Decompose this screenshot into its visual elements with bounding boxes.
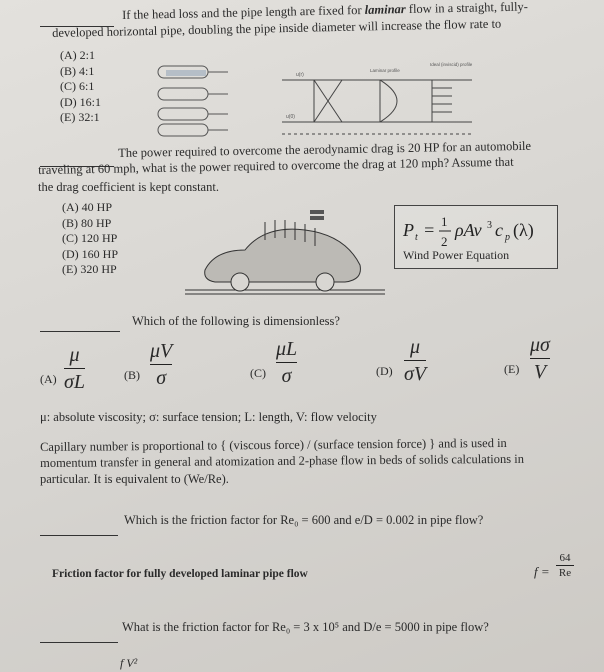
- q1-option-a[interactable]: (A) 2:1: [60, 48, 95, 62]
- wind-power-formula: [399, 210, 559, 250]
- wind-power-equation-box: [394, 205, 558, 269]
- svg-text:p: p: [505, 232, 510, 243]
- q2-line3: the drag coefficient is kept constant.: [38, 180, 219, 194]
- velocity-profile-diagram: [282, 58, 472, 138]
- q3-legend: μ: absolute viscosity; σ: surface tension; L: length, V: flow velocity: [40, 410, 377, 424]
- q4-prompt: Which is the friction factor for Re₀ = 600 and e/D = 0.002 in pipe flow?: [124, 513, 484, 527]
- q1-option-d[interactable]: (D) 16:1: [60, 94, 101, 109]
- q2-option-c[interactable]: (C) 120 HP: [62, 231, 118, 245]
- car-drag-sketch: [185, 210, 385, 300]
- q3-note-line1: Capillary number is proportional to { (viscous force) / (surface tension force) } and is used in: [40, 435, 507, 454]
- q3-note-line3: particular. It is equivalent to (We/Re).: [40, 472, 229, 486]
- svg-text:(λ): (λ): [513, 220, 534, 240]
- u-zero-label: u(0): [286, 114, 295, 120]
- q3-prompt: Which of the following is dimensionless?: [132, 314, 340, 328]
- svg-text:t: t: [415, 232, 418, 243]
- answer-blank-q4[interactable]: [40, 526, 118, 544]
- ideal-profile-label: Ideal (inviscid) profile: [430, 62, 472, 67]
- pipe-sketch-figure: [148, 62, 240, 140]
- svg-text:c: c: [495, 220, 503, 240]
- q2-options: [62, 200, 118, 278]
- laminar-profile-label: Laminar profile: [370, 68, 400, 73]
- svg-text:1: 1: [441, 214, 448, 229]
- q2-line2: traveling at 60 mph, what is the power required to overcome the drag at 120 mph? Assume that: [38, 154, 514, 177]
- q1-option-e[interactable]: (E) 32:1: [60, 110, 100, 124]
- bottom-formula-fragment: f V²: [120, 656, 138, 670]
- svg-text:3: 3: [487, 220, 492, 231]
- q2-option-d[interactable]: (D) 160 HP: [62, 246, 118, 261]
- svg-text:2: 2: [441, 234, 448, 249]
- wind-power-label: Wind Power Equation: [403, 248, 510, 262]
- q4-hint: Friction factor for fully developed laminar pipe flow: [52, 568, 308, 580]
- svg-text:ρAv: ρAv: [455, 220, 482, 240]
- q2-option-b[interactable]: (B) 80 HP: [62, 215, 112, 230]
- q5-prompt: What is the friction factor for Re₀ = 3 x 10⁵ and D/e = 5000 in pipe flow?: [122, 620, 489, 634]
- q1-line2: developed horizontal pipe, doubling the pipe inside diameter will increase the flow rate to: [52, 16, 502, 40]
- q1-line1: If the head loss and the pipe length are fixed for laminar flow in a straight, fully-: [122, 0, 529, 22]
- q1-option-c[interactable]: (C) 6:1: [60, 79, 95, 93]
- svg-text:=: =: [423, 220, 436, 240]
- q1-options: [60, 48, 101, 126]
- q2-option-e[interactable]: (E) 320 HP: [62, 262, 117, 276]
- u-r-label: u(r): [296, 72, 304, 78]
- worksheet-page: If the head loss and the pipe length are fixed for laminar flow in a straight, fully- developed horizontal pipe, doubling the pipe inside diameter will increase the flow rate to (A) 2:1 (B) 4:1 (C) 6:1 (D) 16:1 (E) 32:1 Laminar profile Ideal (inviscid) profile u(r) u(0) The power required to overcome the aerodynamic drag is 20 HP for an automobile traveling at 60 mph, what is the power required to overcome the drag at 120 mph? Assume that the drag coefficient is kept constant. (A) 40 HP (B) 80 HP (C) 120 HP (D) 160 HP (E) 320 HP P t = 1 2 ρAv 3 c p (λ) Wind Power Equation Which of the following is dimensionless? (A) μ σL (B) μV σ (C) μL σ (D) μ σV (E) μσ V μ: absolute viscosity; σ: surface tension; L: length, V: flow velocity Capillary number is proportional to { (viscous force) / (surface tension force) } and is used in momentum transfer in general and atomization and 2-phase flow in beds of solids calculations in particular. It is equivalent to (We/Re). Which is the friction factor for Re₀ = 600 and e/D = 0.002 in pipe flow? Friction factor for fully developed laminar pipe flow f = 64 Re What is the friction factor for Re₀ = 3 x 10⁵ and D/e = 5000 in pipe flow? f V²: [0, 0, 604, 672]
- q1-option-b[interactable]: (B) 4:1: [60, 63, 95, 78]
- answer-blank-q5[interactable]: [40, 633, 118, 651]
- svg-text:P: P: [403, 220, 414, 240]
- q2-option-a[interactable]: (A) 40 HP: [62, 200, 112, 214]
- q2-line1: The power required to overcome the aerodynamic drag is 20 HP for an automobile: [118, 138, 532, 160]
- answer-blank-q3[interactable]: [40, 322, 120, 340]
- q3-options: (A) μ σL (B) μV σ (C) μL σ (D) μ σV (E) μσ V: [40, 334, 550, 393]
- q3-note-line2: momentum transfer in general and atomization and 2-phase flow in beds of solids calculations in: [40, 451, 525, 470]
